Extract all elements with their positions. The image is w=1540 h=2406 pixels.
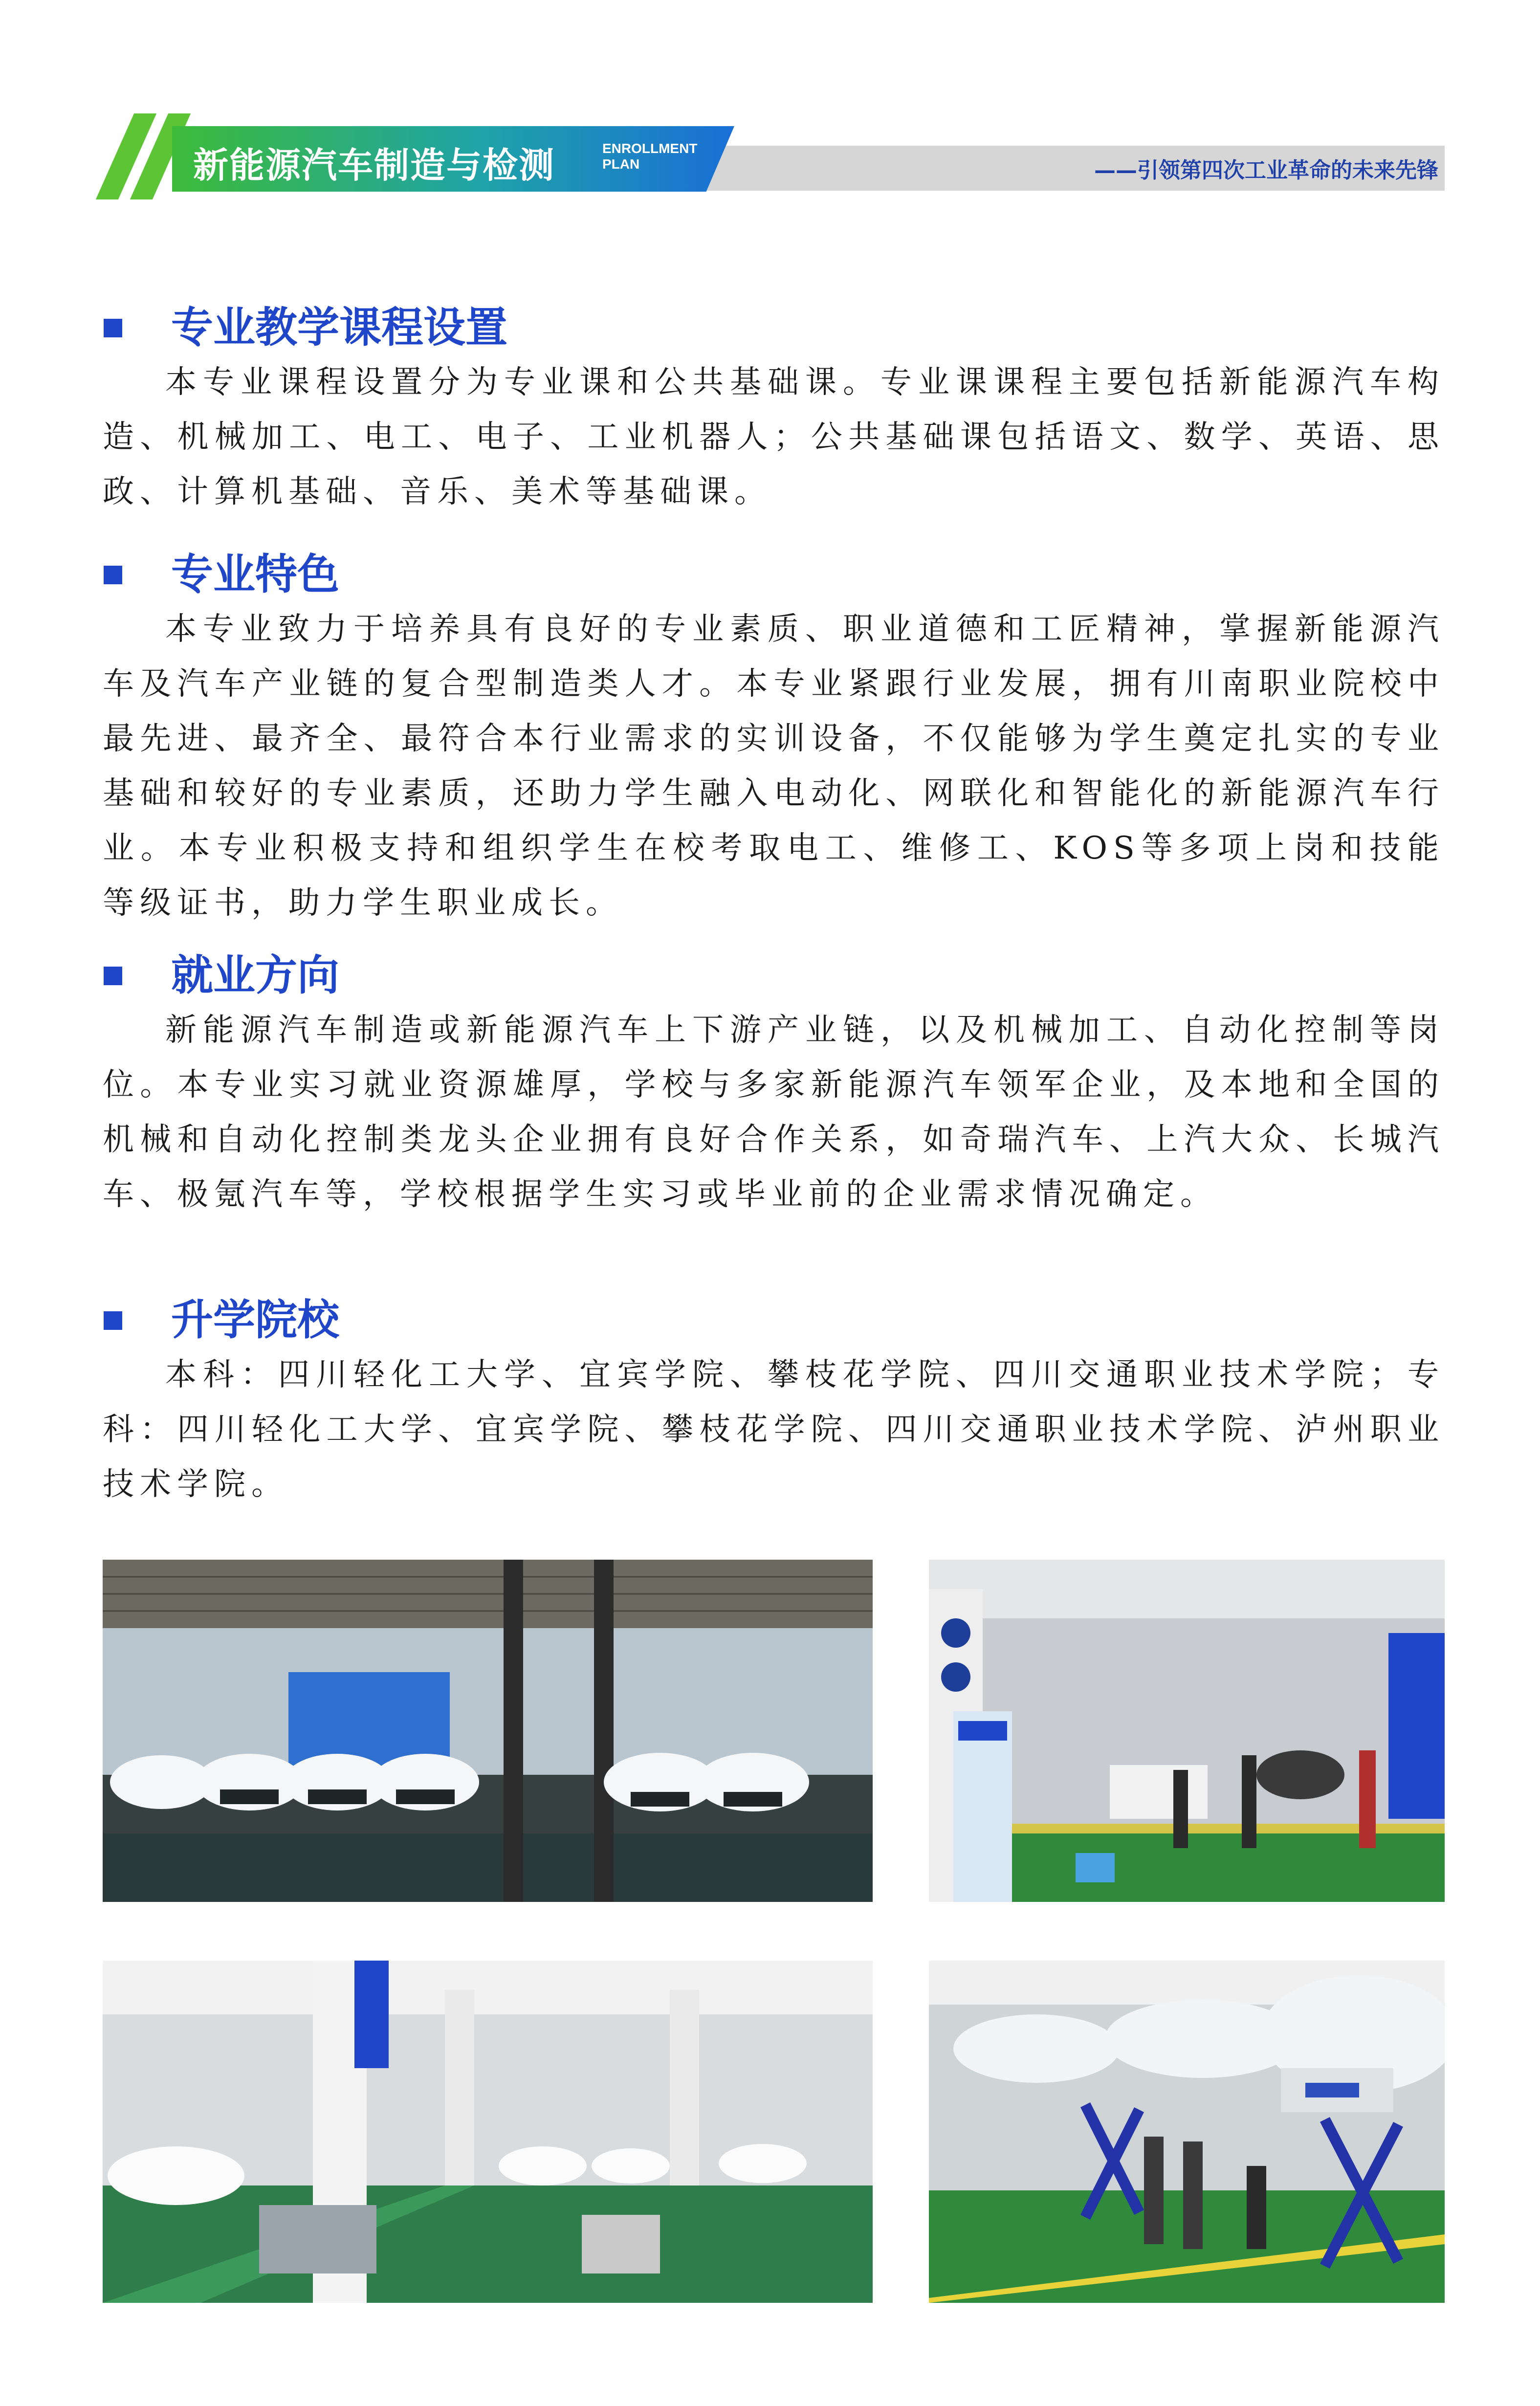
section-title: 升学院校: [171, 1296, 339, 1345]
section-body: 本专业致力于培养具有良好的专业素质、职业道德和工匠精神，掌握新能源汽车及汽车产业链的复合型制造类人才。本专业紧跟行业发展，拥有川南职业院校中最先进、最齐全、最符合本行业需求的实训设备，不仅能够为学生奠定扎实的专业基础和较好的专业素质，还助力学生融入电动化、网联化和智能化的新能源汽车行业。本专业积极支持和组织学生在校考取电工、维修工、KOS等多项上岗和技能等级证书，助力学生职业成长。: [103, 611, 1445, 921]
photo-training-hall-cars: [103, 1560, 873, 1902]
section-title: 专业特色: [171, 550, 339, 599]
section-heading: [103, 545, 1445, 604]
section-bullet-icon: [104, 1311, 122, 1330]
section-body: 本专业课程设置分为专业课和公共基础课。专业课课程主要包括新能源汽车构造、机械加工、电工、电子、工业机器人；公共基础课包括语文、数学、英语、思政、计算机基础、音乐、美术等基础课。: [103, 364, 1445, 510]
section-body: 本科：四川轻化工大学、宜宾学院、攀枝花学院、四川交通职业技术学院；专科：四川轻化工大学、宜宾学院、攀枝花学院、四川交通职业技术学院、泸州职业技术学院。: [103, 1357, 1445, 1502]
header-english-line: PLAN: [602, 156, 640, 172]
section-bullet-icon: [104, 967, 122, 985]
header-english-line: ENROLLMENT: [602, 141, 698, 156]
header-english-tag: [602, 141, 697, 172]
section-features: [103, 545, 1445, 930]
section-further-study: [103, 1291, 1445, 1512]
page-header: [0, 0, 1540, 205]
photo-vehicle-lifts: [929, 1961, 1445, 2303]
section-heading: [103, 298, 1445, 357]
section-curriculum: [103, 298, 1445, 519]
section-title: 专业教学课程设置: [171, 303, 507, 352]
section-bullet-icon: [104, 566, 122, 584]
section-body: 新能源汽车制造或新能源汽车上下游产业链，以及机械加工、自动化控制等岗位。本专业实习就业资源雄厚，学校与多家新能源汽车领军企业，及本地和全国的机械和自动化控制类龙头企业拥有良好合作关系，如奇瑞汽车、上汽大众、长城汽车、极氪汽车等，学校根据学生实习或毕业前的企业需求情况确定。: [103, 1012, 1445, 1213]
section-employment: [103, 946, 1445, 1222]
section-title: 就业方向: [171, 951, 339, 1000]
photo-workshop-students: [929, 1560, 1445, 1902]
section-heading: [103, 946, 1445, 1005]
header-slogan: ——引领第四次工业革命的未来先锋: [1094, 158, 1438, 183]
header-title: 新能源汽车制造与检测: [193, 145, 555, 186]
photo-training-hall-floor: [103, 1961, 873, 2303]
section-heading: [103, 1291, 1445, 1349]
section-bullet-icon: [104, 319, 122, 337]
